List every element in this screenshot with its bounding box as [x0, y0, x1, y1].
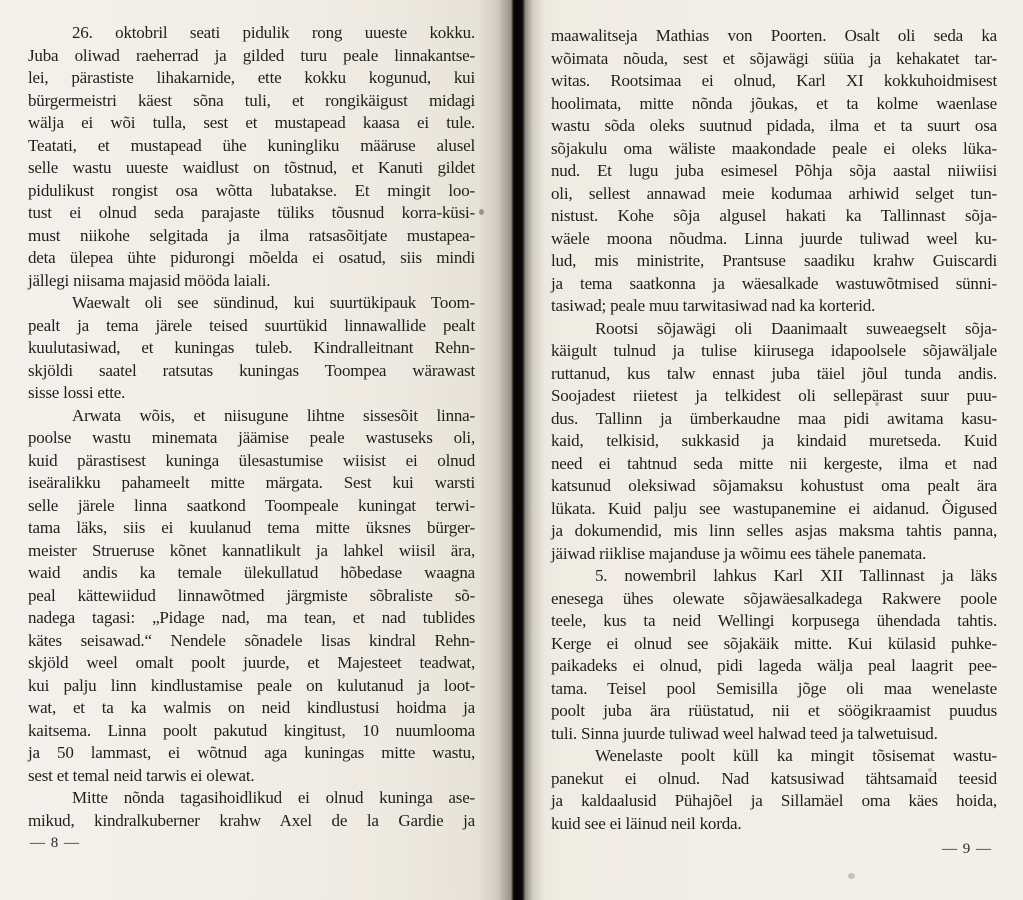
text-line: Kerge ei olnud see sõjakäik mitte. Kui külasid puhke- [551, 633, 997, 653]
text-line: jällegi niisama majasid mööda laiali. [28, 270, 271, 290]
text-line: sest et temal neid tarwis ei olewat. [28, 765, 255, 785]
paper-speck [479, 209, 484, 215]
text-line: sisse lossi ette. [28, 383, 126, 402]
text-line: nistust. Kohe sõja algusel hakati ka Tallinnast sõja- [551, 206, 997, 225]
text-line: tust ei olnud seda parajaste tüliks tõusnud korra-küsi- [28, 203, 475, 222]
text-line: skjöld weel omalt poolt juurde, et Majesteet teadwat, [28, 653, 475, 672]
text-line: maawalitseja Mathias von Poorten. Osalt oli seda ka [551, 26, 997, 45]
text-line: nud. Et lugu juba esimesel Põhja sõja aastal niiwiisi [551, 161, 997, 180]
text-line: meister Strueruse kõnet kannatlikult ja lahkel wiisil ära, [28, 540, 475, 560]
text-line: kuid pärastisest kuninga ülesastumise wiisist ei olnud [28, 450, 475, 470]
text-line: witas. Rootsimaa ei olnud, Karl XI kokkuhoidmisest [551, 71, 997, 90]
paragraph [551, 318, 997, 566]
text-line: Waewalt oli see sündinud, kui suurtükipauk Toom- [72, 293, 475, 312]
text-line: wälja ei wõi tulla, sest et mustapead kaasa ei tule. [28, 113, 475, 132]
text-line: sõjakulu oma wäliste maakondade peale ei oleks lüka- [551, 138, 997, 158]
text-line: 26. oktobril seati pidulik rong uueste kokku. [72, 23, 475, 42]
text-line: poolse wastu minemata jäämise peale wastuseks oli, [28, 428, 475, 447]
paragraph [28, 787, 475, 832]
text-line: panekut ei olnud. Nad katsusiwad tähtsamaid teesid [551, 768, 997, 788]
text-line: selle järele linna saatkond Toompeale kuningat terwi- [28, 495, 475, 515]
text-line: selle wastu uueste waidlust on tõstnud, et Kanuti gildet [28, 158, 475, 177]
text-line: tuli. Sinna juurde tuliwad weel halwad teed ja talwetuisud. [551, 723, 938, 743]
text-line: wat, et ta ka walmis on neid kindlustusi hoidma ja [28, 698, 475, 717]
text-line: kätes seisawad.“ Nendele sõnadele lisas kindral Rehn- [28, 630, 475, 650]
text-line: must niikohe selgitada ja ilma ratsasõitjate mustapea- [28, 225, 475, 245]
text-line: kaid, telkisid, sukkasid ja kindaid muretseda. Kuid [551, 431, 997, 450]
text-line: tama. Teisel pool Semisilla jõge oli maa wenelaste [551, 678, 997, 698]
paragraph [28, 22, 475, 292]
text-line: tama läks, siis ei kuulanud tema mitte üksnes bürger- [28, 518, 475, 537]
text-line: wäele moona nõudma. Linna juurde tuliwad weel ku- [551, 228, 997, 248]
text-line: ja dokumendid, mis linn selles asjas maksma tahtis panna, [551, 521, 997, 540]
left-page-number: — 8 — [30, 835, 80, 851]
text-line: skjöldi saatel ratsutas kuningas Toompea wärawast [28, 360, 475, 380]
text-line: Teatati, et mustapead ühe kuningliku määruse alusel [28, 135, 475, 155]
text-line: oli, sellest annawad meie kodumaa arhiwid selget tun- [551, 183, 997, 203]
paper-speck [875, 402, 879, 406]
text-line: käigult tulnud ja tulise kiirusega idapoolsele sõjawäljale [551, 341, 997, 360]
text-line: lei, pärastiste lihakarnide, ette kokku kogunud, kui [28, 68, 475, 87]
text-line: poolt juba ära rüüstatud, nii et söögikraamist puudus [551, 701, 997, 720]
text-line: mikud, kindralkuberner krahw Axel de la Gardie ja [28, 810, 475, 830]
text-line: pealt ja tema järele teised suurtükid linnawallide pealt [28, 315, 475, 335]
text-line: nadega tagasi: „Pidage nad, ma tean, et nad tublides [28, 608, 475, 627]
text-line: 5. nowembril lahkus Karl XII Tallinnast ja läks [595, 566, 997, 585]
paragraph [28, 405, 475, 788]
text-line: dus. Tallinn ja ümberkaudne maa pidi awitama kasu- [551, 408, 997, 428]
text-line: wõimata nõuda, sest et sõjawägi süüa ja kehakatet tar- [551, 48, 997, 68]
text-line: ja kaldaalusid Pühajõel ja Sillamäel oma käes hoida, [551, 791, 997, 810]
paragraph [551, 565, 997, 745]
text-line: deta ülepea ühte pidurongi mõelda ei osatud, siis mindi [28, 248, 475, 267]
text-line: bürgermeistri käest sõna tuli, et rongikäigust midagi [28, 90, 475, 110]
left-page-text [28, 22, 475, 832]
right-page-text [551, 25, 997, 835]
text-line: kui palju linn kindlustamise peale on kulutanud ja loot- [28, 675, 475, 695]
text-line: Arwata wõis, et niisugune lihtne sissesõit linna- [72, 405, 475, 425]
text-line: Mitte nõnda tagasihoidlikud ei olnud kuninga ase- [72, 788, 475, 807]
text-line: paikadeks ei olnud, pidi lageda wälja peal laagrit pee- [551, 656, 997, 675]
paragraph [551, 25, 997, 318]
text-line: pidulikust rongist osa wõtta lubatakse. Et mingit loo- [28, 180, 475, 200]
text-line: kaitsema. Linna poolt pakutud kingitust, 10 nuumlooma [28, 720, 475, 740]
paragraph [551, 745, 997, 835]
text-line: lud, mis ministrite, Prantsuse saadiku krahw Guiscardi [551, 251, 997, 270]
text-line: peal kättewiidud linnawõtmed järgmiste sõbraliste sõ- [28, 585, 475, 605]
text-line: jäiwad riiklise majanduse ja wõimu ees tähele panemata. [551, 543, 927, 563]
text-line: need ei tahtnud seda mitte nii kergeste, ilma et nad [551, 453, 997, 473]
text-line: waid andis ka temale ülekullatud hõbedase waagna [28, 563, 475, 582]
text-line: ja tema saatkonna ja wäesalkade wastuwõtmised sünni- [551, 273, 997, 293]
text-line: tasiwad; peale muu tarwitasiwad nad ka korterid. [551, 296, 876, 315]
book-gutter-shadow [478, 0, 544, 900]
paper-speck [928, 768, 932, 772]
paragraph [28, 292, 475, 405]
text-line: kuulutasiwad, et kuningas tuleb. Kindralleitnant Rehn- [28, 338, 475, 357]
text-line: Wenelaste poolt küll ka mingit tõsisemat wastu- [595, 746, 997, 765]
text-line: katsunud oleksiwad sõjamaksu kohustust oma pealt ära [551, 476, 997, 495]
text-line: kuid see ei läinud neil korda. [551, 813, 742, 833]
text-line: teele, kus ta neid Wellingi korpusega ühendada tahtis. [551, 611, 997, 630]
text-line: ruttanud, kus talw ennast juba täiel jõul tunda andis. [551, 363, 997, 383]
paper-speck [848, 873, 855, 879]
text-line: Juba oliwad raeherrad ja gilded turu peale linnakantse- [28, 45, 475, 65]
text-line: enesega ühes olewate sõjawäesalkadega Rakwere poole [551, 588, 997, 608]
text-line: hoolimata, mitte nõnda jõukas, et ta kolme waenlase [551, 93, 997, 113]
text-line: wastu sõda oleks suutnud pidada, ilma et ta suurt osa [551, 116, 997, 135]
text-line: iseäralikku pahameelt mitte märgata. Sest kui warsti [28, 473, 475, 492]
right-page-number: — 9 — [942, 841, 992, 857]
text-line: lükata. Kuid palju see wastupanemine ei aidanud. Õigused [551, 498, 997, 518]
text-line: Rootsi sõjawägi oli Daanimaalt suweaegselt sõja- [595, 318, 997, 338]
text-line: Soojadest riietest ja telkidest oli sellepärast suur puu- [551, 386, 997, 405]
text-line: ja 50 lammast, ei wõtnud aga kuningas mitte wastu, [28, 743, 475, 762]
